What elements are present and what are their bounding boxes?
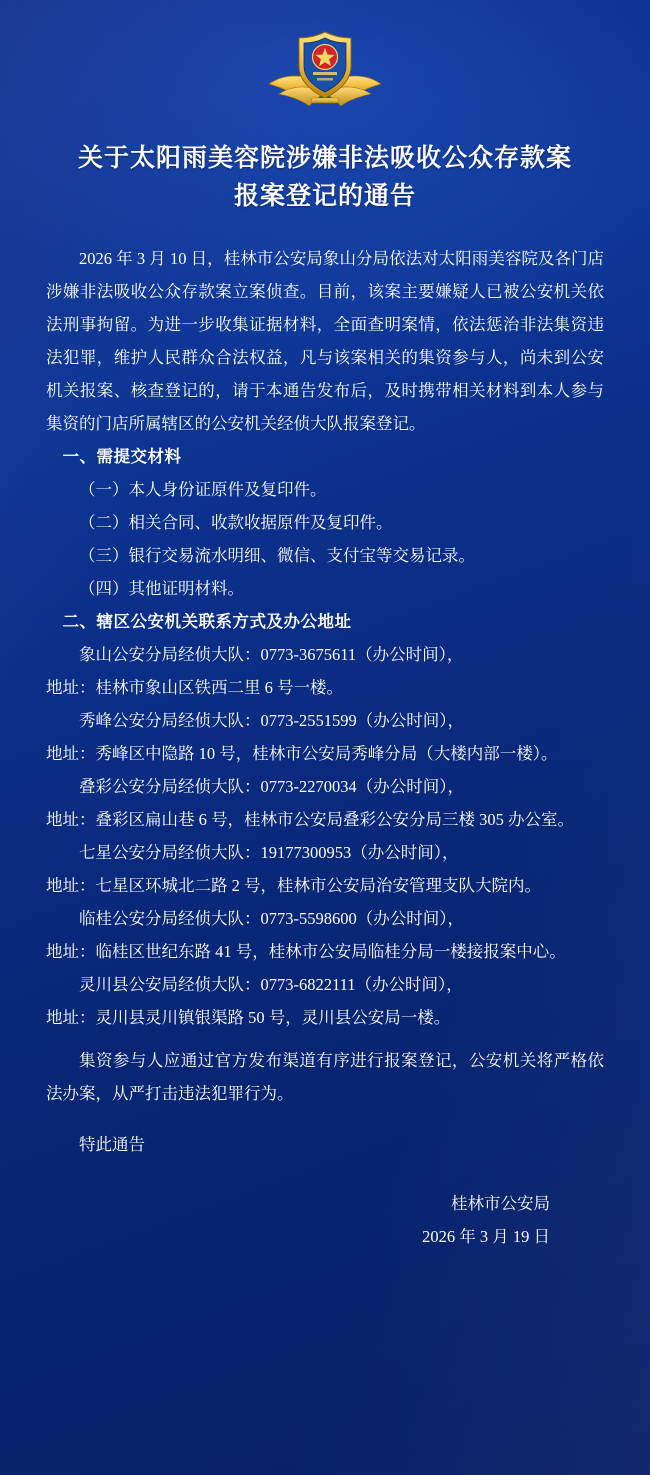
police-badge-emblem xyxy=(261,26,389,114)
contact-address-6: 地址：灵川县灵川镇银渠路 50 号，灵川县公安局一楼。 xyxy=(46,1008,451,1027)
warning-paragraph: 集资参与人应通过官方发布渠道有序进行报案登记，公安机关将严格依法办案，从严打击违法犯罪行为。 xyxy=(46,1051,604,1103)
contact-unit-6: 灵川县公安局经侦大队：0773-6822111（办公时间）， xyxy=(79,975,463,994)
required-material-item-3: （三）银行交易流水明细、微信、支付宝等交易记录。 xyxy=(79,546,475,565)
contact-address-4: 地址：七星区环城北二路 2 号，桂林市公安局治安管理支队大院内。 xyxy=(46,876,541,895)
issue-date: 2026 年 3 月 19 日 xyxy=(422,1227,550,1246)
notice-body xyxy=(46,242,604,1161)
required-material-item-2: （二）相关合同、收款收据原件及复印件。 xyxy=(79,513,393,532)
contact-unit-2: 秀峰公安分局经侦大队：0773-2551599（办公时间）， xyxy=(79,711,464,730)
emblem-container xyxy=(46,0,604,110)
signoff-block xyxy=(46,1187,604,1253)
section-1-heading: 一、需提交材料 xyxy=(62,447,182,466)
contact-unit-1: 象山公安分局经侦大队：0773-3675611（办公时间）， xyxy=(79,645,464,664)
contact-address-3: 地址：叠彩区扁山巷 6 号，桂林市公安局叠彩公安分局三楼 305 办公室。 xyxy=(46,810,574,829)
section-2-heading: 二、辖区公安机关联系方式及办公地址 xyxy=(62,612,352,631)
intro-paragraph: 2026 年 3 月 10 日，桂林市公安局象山分局依法对太阳雨美容院及各门店涉嫌非法吸收公众存款案立案侦查。目前，该案主要嫌疑人已被公安机关依法刑事拘留。为进一步收集证据材料，全面查明案情，依法惩治非法集资违法犯罪，维护人民群众合法权益，凡与该案相关的集资参与人，尚未到公安机关报案、核查登记的，请于本通告发布后，及时携带相关材料到本人参与集资的门店所属辖区的公安机关经侦大队报案登记。 xyxy=(46,249,604,433)
title-line-2: 报案登记的通告 xyxy=(233,183,416,210)
contact-unit-3: 叠彩公安分局经侦大队：0773-2270034（办公时间）， xyxy=(79,777,464,796)
page-title xyxy=(46,140,604,216)
contact-address-2: 地址：秀峰区中隐路 10 号，桂林市公安局秀峰分局（大楼内部一楼）。 xyxy=(46,744,558,763)
issuer-name: 桂林市公安局 xyxy=(451,1194,550,1213)
title-line-1: 关于太阳雨美容院涉嫌非法吸收公众存款案 xyxy=(77,145,572,172)
contact-unit-5: 临桂公安分局经侦大队：0773-5598600（办公时间）， xyxy=(79,909,464,928)
contact-unit-4: 七星公安分局经侦大队：19177300953（办公时间）， xyxy=(79,843,459,862)
contact-address-1: 地址：桂林市象山区铁西二里 6 号一楼。 xyxy=(46,678,343,697)
required-material-item-1: （一）本人身份证原件及复印件。 xyxy=(79,480,327,499)
required-material-item-4: （四）其他证明材料。 xyxy=(79,579,244,598)
closing-line: 特此通告 xyxy=(79,1135,145,1154)
contact-address-5: 地址：临桂区世纪东路 41 号，桂林市公安局临桂分局一楼接报案中心。 xyxy=(46,942,566,961)
